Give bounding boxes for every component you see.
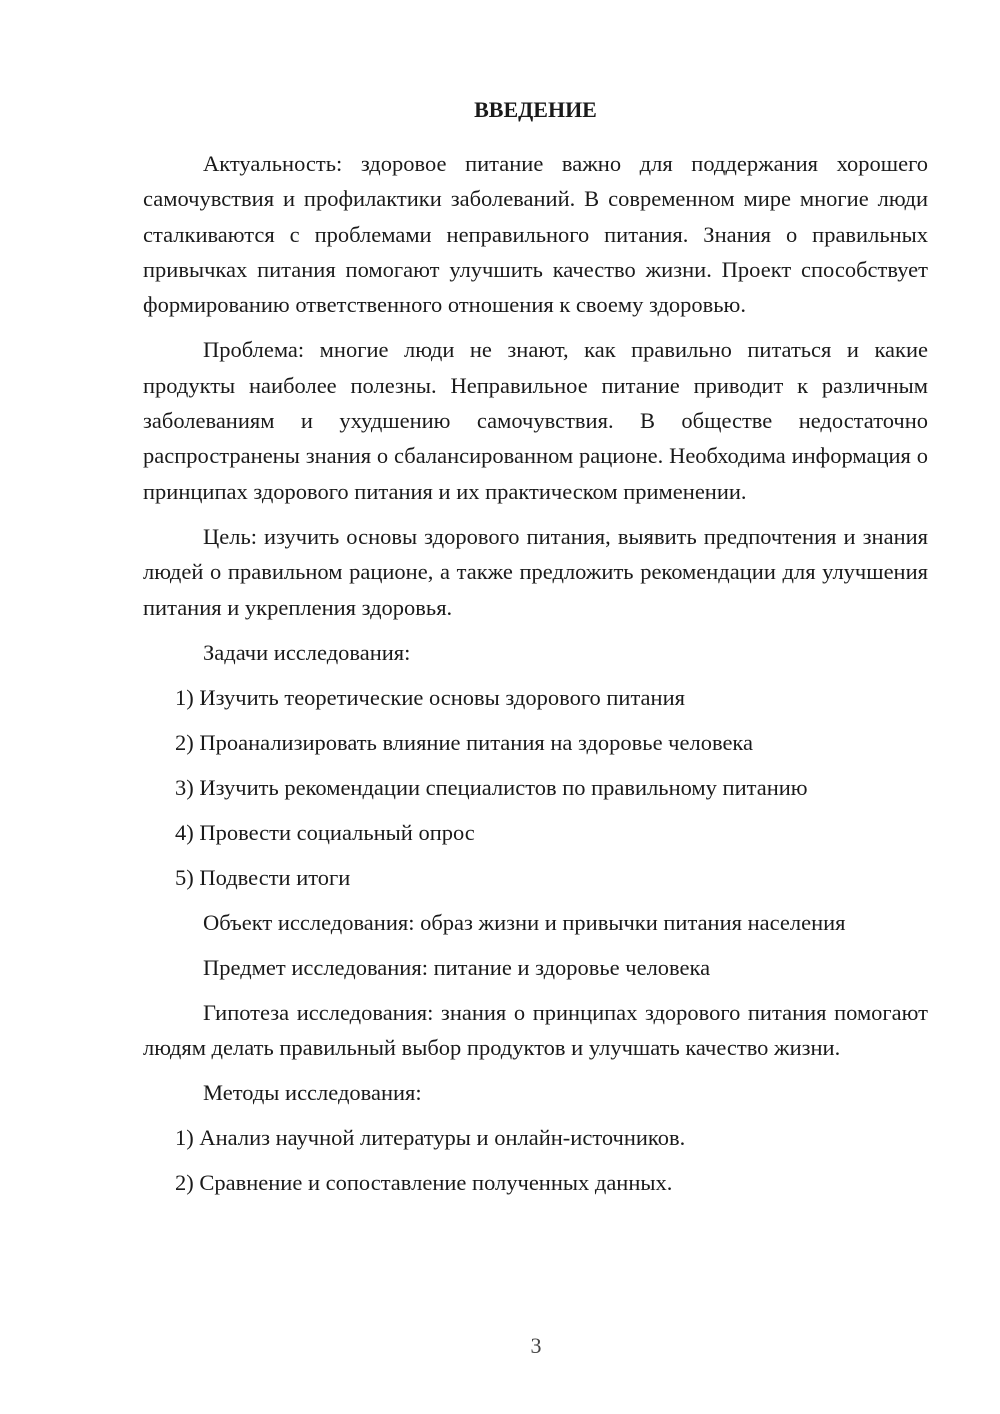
problem-paragraph: Проблема: многие люди не знают, как правильно питаться и какие продукты наиболее полезны. Неправильное питание приводит к различным заболеваниям и ухудшению самочувствия. В обществе недостаточно распространены знания о сбалансированном рационе. Необходима информация о принципах здорового питания и их практическом применении. [143,337,928,504]
relevance-paragraph: Актуальность: здоровое питание важно для поддержания хорошего самочувствия и профилактики заболеваний. В современном мире многие люди сталкиваются с проблемами неправильного питания. Знания о правильных привычках питания помогают улучшить качество жизни. Проект способствует формированию ответственного отношения к своему здоровью. [143,151,928,318]
tasks-heading: Задачи исследования: [203,639,411,665]
page-content [143,96,928,1210]
task-item: 4) Провести социальный опрос [175,819,475,845]
methods-heading: Методы исследования: [203,1080,422,1106]
method-item: 2) Сравнение и сопоставление полученных данных. [175,1170,673,1196]
research-subject: Предмет исследования: питание и здоровье человека [203,954,711,980]
hypothesis-paragraph: Гипотеза исследования: знания о принципах здорового питания помогают людям делать правильный выбор продуктов и улучшать качество жизни. [143,999,928,1061]
page-number: 3 [530,1333,542,1358]
task-item: 1) Изучить теоретические основы здорового питания [175,684,685,710]
method-item: 1) Анализ научной литературы и онлайн-источников. [175,1125,686,1151]
section-title: ВВЕДЕНИЕ [474,97,597,122]
task-item: 5) Подвести итоги [175,864,351,890]
task-item: 3) Изучить рекомендации специалистов по правильному питанию [175,774,808,800]
task-item: 2) Проанализировать влияние питания на здоровье человека [175,729,754,755]
goal-paragraph: Цель: изучить основы здорового питания, выявить предпочтения и знания людей о правильном рационе, а также предложить рекомендации для улучшения питания и укрепления здоровья. [143,523,928,620]
research-object: Объект исследования: образ жизни и привычки питания населения [203,909,846,935]
